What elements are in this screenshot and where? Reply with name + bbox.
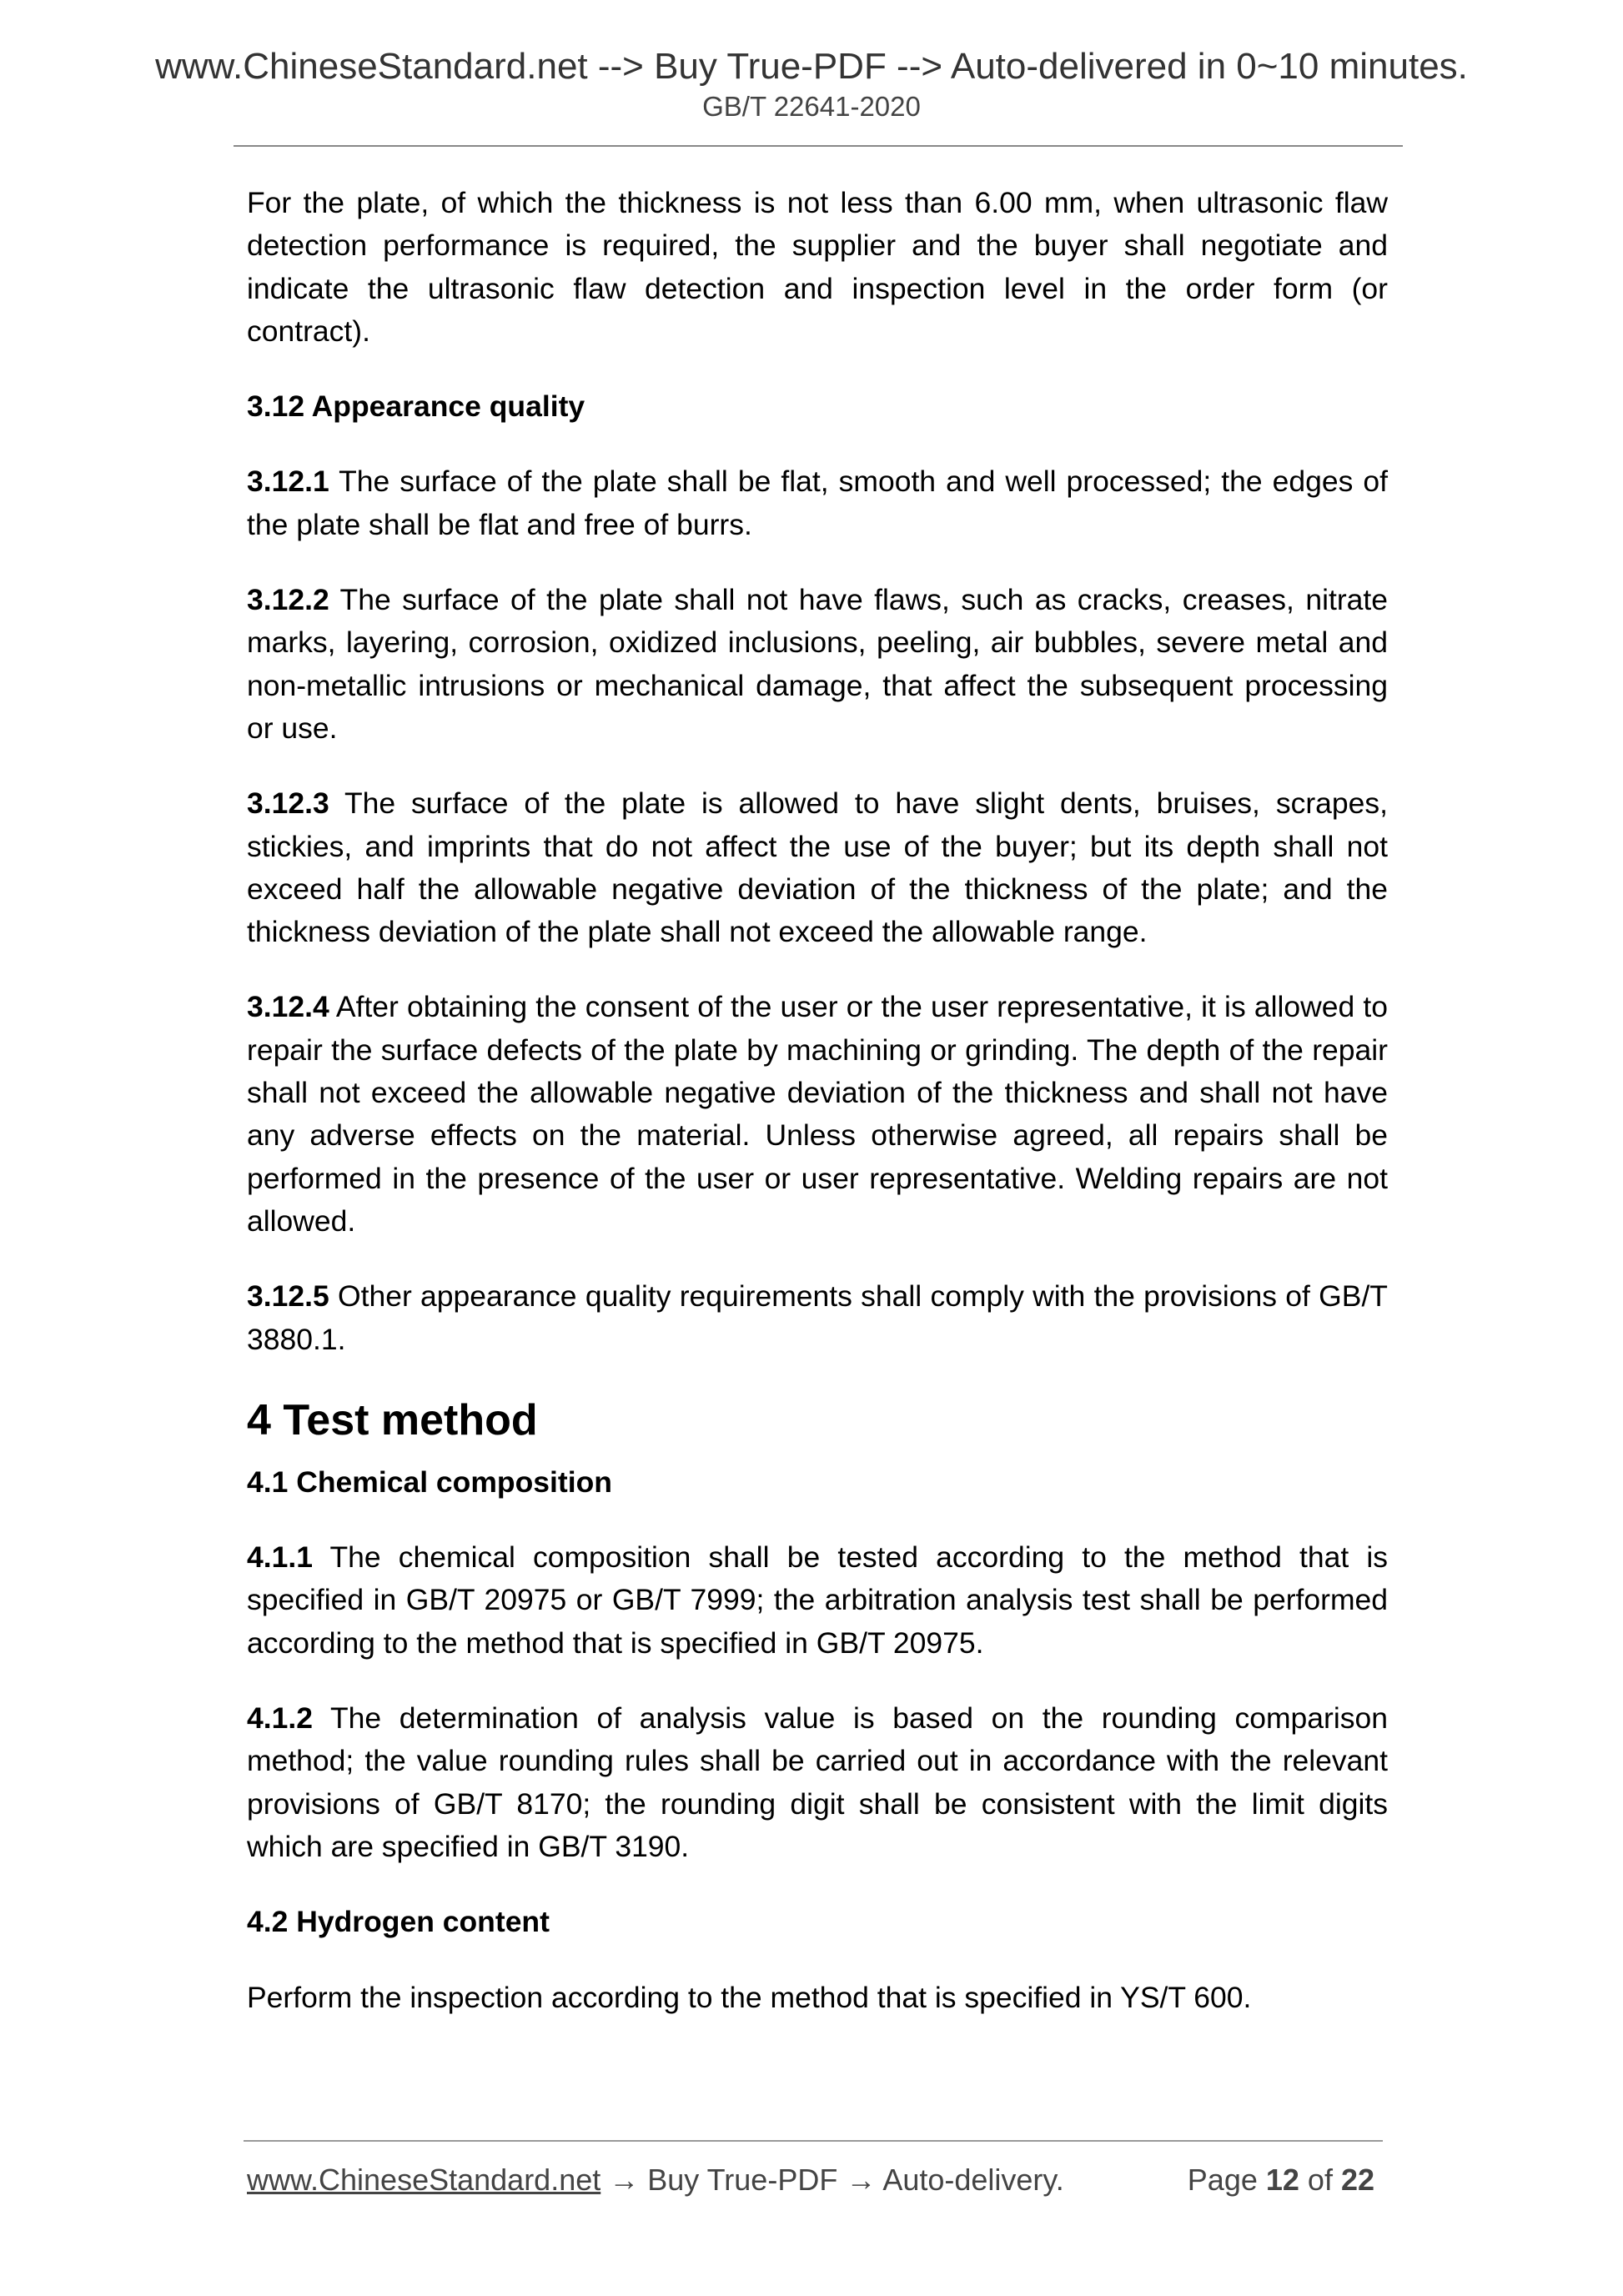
header-banner: www.ChineseStandard.net --> Buy True-PDF --> Auto-delivered in 0~10 minutes. xyxy=(155,46,1468,87)
section-4-heading: 4 Test method xyxy=(247,1395,538,1444)
page-total: 22 xyxy=(1340,2163,1374,2197)
clause-3-12-4 xyxy=(247,986,1388,1243)
section-4-2-heading: 4.2 Hydrogen content xyxy=(247,1905,550,1939)
clause-4-1-1 xyxy=(247,1536,1388,1665)
clause-number: 4.1.2 xyxy=(247,1701,313,1736)
standard-code: GB/T 22641-2020 xyxy=(702,91,921,122)
clause-number: 3.12.1 xyxy=(247,465,329,499)
clause-3-12-2 xyxy=(247,579,1388,750)
section-3-12-heading: 3.12 Appearance quality xyxy=(247,389,585,424)
footer-site-link[interactable]: www.ChineseStandard.net xyxy=(247,2163,601,2197)
clause-number: 3.12.4 xyxy=(247,990,329,1024)
intro-paragraph: For the plate, of which the thickness is not less than 6.00 mm, when ultrasonic flaw detection performance is required, the supplier and the buyer shall negotiate and indicate the ultrasonic flaw detection and inspection level in the order form (or contract). xyxy=(247,186,1388,348)
clause-number: 3.12.3 xyxy=(247,786,329,821)
page-footer xyxy=(247,2160,1383,2200)
page-of: of xyxy=(1299,2163,1341,2197)
clause-text: The determination of analysis value is based on the rounding comparison method; the value rounding rules shall be carried out in accordance with the relevant provisions of GB/T 8170; the rounding digit shall be consistent with the limit digits which are specified in GB/T 3190. xyxy=(247,1701,1388,1863)
page-current: 12 xyxy=(1265,2163,1299,2197)
clause-number: 3.12.2 xyxy=(247,583,329,617)
footer-tagline: → Buy True-PDF → Auto-delivery. xyxy=(600,2163,1064,2197)
clause-3-12-1 xyxy=(247,460,1388,546)
section-4-2-text: Perform the inspection according to the method that is specified in YS/T 600. xyxy=(247,1980,1252,2014)
clause-text: The surface of the plate shall be flat, smooth and well processed; the edges of the plate shall be flat and free of burrs. xyxy=(247,465,1388,541)
clause-text: The surface of the plate shall not have flaws, such as cracks, creases, nitrate marks, layering, corrosion, oxidized inclusions, peeling, air bubbles, severe metal and non-metallic intrusions or mechanical damage, that affect the subsequent processing or use. xyxy=(247,583,1388,745)
footer-divider xyxy=(244,2140,1383,2142)
clause-3-12-5 xyxy=(247,1275,1388,1361)
clause-text: After obtaining the consent of the user or the user representative, it is allowed to repair the surface defects of the plate by machining or grinding. The depth of the repair shall not exceed the allowable negative deviation of the thickness and shall not have any adverse effects on the material. Unless otherwise agreed, all repairs shall be performed in the presence of the user or user representative. Welding repairs are not allowed. xyxy=(247,990,1388,1238)
clause-4-1-2 xyxy=(247,1697,1388,1868)
clause-text: The surface of the plate is allowed to have slight dents, bruises, scrapes, stickies, and imprints that do not affect the use of the buyer; but its depth shall not exceed half the allowable negative deviation of the thickness of the plate; and the thickness deviation of the plate shall not exceed the allowable range. xyxy=(247,786,1388,949)
section-4-1-heading: 4.1 Chemical composition xyxy=(247,1465,612,1499)
page-indicator xyxy=(1188,2160,1374,2200)
header-divider xyxy=(234,145,1403,147)
document-body xyxy=(247,182,1388,2052)
clause-number: 3.12.5 xyxy=(247,1279,329,1314)
page-label: Page xyxy=(1187,2163,1266,2197)
clause-number: 4.1.1 xyxy=(247,1540,313,1575)
clause-3-12-3 xyxy=(247,782,1388,953)
clause-text: Other appearance quality requirements shall comply with the provisions of GB/T 3880.1. xyxy=(247,1279,1388,1356)
clause-text: The chemical composition shall be tested according to the method that is specified in GB/T 20975 or GB/T 7999; the arbitration analysis test shall be performed according to the method that is specified in GB/T 20975. xyxy=(247,1540,1388,1660)
